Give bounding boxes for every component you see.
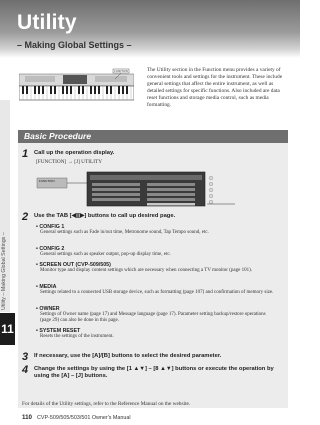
menu-desc: Monitor type and display content settings which are necessary when connecting a TV monitor (page 101).	[40, 268, 252, 273]
step-number: 4	[22, 364, 29, 376]
menu-label: • MEDIA	[36, 284, 57, 290]
step-text: Call up the operation display.	[34, 150, 115, 156]
menu-screen-out	[36, 262, 276, 274]
reference-note: For details of the Utility settings, refer to the Reference Manual on the website.	[22, 401, 191, 407]
menu-label: • SCREEN OUT (CVP-509/505)	[36, 262, 111, 268]
procedure-title: Basic Procedure	[24, 131, 92, 141]
menu-desc: Resets the settings of the instrument.	[40, 334, 114, 339]
side-running-text: Utility – Making Global Settings –	[1, 232, 7, 310]
menu-desc: Settings of Owner name (page 17) and Message language (page 17). Parameter setting backup/restore operations (page 29) can also be done in this page.	[40, 312, 266, 324]
step-text: If necessary, use the [A]/[B] buttons to select the desired parameter.	[34, 353, 222, 359]
keyboard-illustration	[19, 68, 134, 102]
menu-config-2	[36, 246, 276, 258]
step-number: 3	[22, 351, 29, 363]
step-number: 1	[22, 148, 29, 160]
step-path: [FUNCTION] → [J] UTILITY	[36, 159, 103, 165]
function-screen-illustration	[35, 170, 275, 208]
step-number: 2	[22, 211, 29, 223]
function-button-label: FUNCTION	[39, 179, 55, 183]
page-title: Utility	[17, 11, 77, 34]
menu-owner	[36, 306, 276, 325]
page-number: 110	[22, 414, 32, 421]
menu-system-reset	[36, 328, 276, 340]
menu-label: • SYSTEM RESET	[36, 328, 81, 334]
menu-label: • CONFIG 1	[36, 224, 65, 230]
step-text: Change the settings by using the [1 ▲▼] – [8 ▲▼] buttons or execute the operation by using the [A] – [J] buttons.	[34, 366, 274, 380]
menu-desc: Settings related to a connected USB storage device, such as formatting (page 107) and confirmation of memory size.	[40, 290, 274, 295]
manual-title: CVP-509/505/503/501 Owner's Manual	[36, 415, 131, 421]
page-subtitle: – Making Global Settings –	[17, 40, 132, 50]
menu-desc: General settings such as speaker output, pop-up display time, etc.	[40, 252, 171, 257]
function-callout: FUNCTION	[114, 70, 128, 74]
menu-label: • CONFIG 2	[36, 246, 65, 252]
step-text: Use the TAB [◀][▶] buttons to call up desired page.	[34, 213, 176, 219]
intro-paragraph: The Utility section in the Function menu provides a variety of convenient tools and settings for the instrument. These include general settings that affect the entire instrument, as well as detailed settings for specific functions. Also included are data reset functions and storage media control, such as media formatting.	[147, 67, 283, 109]
menu-config-1	[36, 224, 276, 236]
menu-label: • OWNER	[36, 306, 60, 312]
menu-media	[36, 284, 276, 296]
menu-desc: General settings such as Fade in/out time, Metronome sound, Tap Tempo sound, etc.	[40, 230, 209, 235]
page-footer	[22, 414, 131, 421]
chapter-number: 11	[0, 313, 15, 345]
